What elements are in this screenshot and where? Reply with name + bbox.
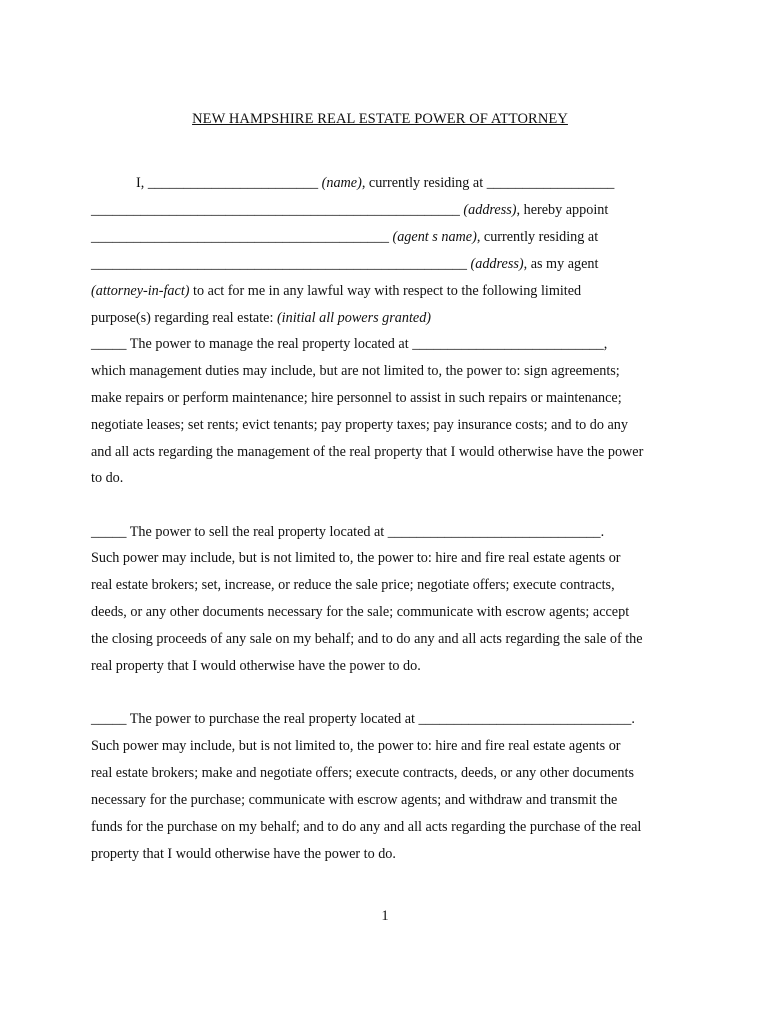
intro-line-2: ____________________________________________________ (address), hereby appoint [91, 202, 609, 218]
manage-line: negotiate leases; set rents; evict tenants; pay property taxes; pay insurance costs; and to do any [91, 417, 628, 433]
attorney-in-fact-hint: (attorney-in-fact) [91, 283, 190, 299]
manage-line: make repairs or perform maintenance; hire personnel to assist in such repairs or maintenance; [91, 390, 622, 406]
document-title: NEW HAMPSHIRE REAL ESTATE POWER OF ATTORNEY [192, 111, 568, 127]
sell-line: real estate brokers; set, increase, or reduce the sale price; negotiate offers; execute contracts, [91, 577, 615, 593]
purchase-line: Such power may include, but is not limited to, the power to: hire and fire real estate agents or [91, 738, 621, 754]
sell-line: Such power may include, but is not limited to, the power to: hire and fire real estate agents or [91, 550, 621, 566]
purchase-line: funds for the purchase on my behalf; and to do any and all acts regarding the purchase of the real [91, 819, 642, 835]
manage-line: to do. [91, 470, 124, 486]
page-number: 1 [381, 908, 389, 924]
agent-name-hint: (agent s name) [392, 229, 477, 245]
intro-line-3: __________________________________________ (agent s name), currently residing at [91, 229, 599, 245]
manage-line: which management duties may include, but are not limited to, the power to: sign agreements; [91, 363, 620, 379]
sell-line: real property that I would otherwise have the power to do. [91, 658, 421, 674]
address-hint: (address) [463, 202, 517, 218]
intro-line-6: purpose(s) regarding real estate: (initial all powers granted) [91, 310, 432, 326]
sell-line: the closing proceeds of any sale on my behalf; and to do any and all acts regarding the sale of the [91, 631, 643, 647]
purchase-line: property that I would otherwise have the power to do. [91, 846, 396, 862]
purchase-line: real estate brokers; make and negotiate offers; execute contracts, deeds, or any other documents [91, 765, 634, 781]
agent-address-hint: (address) [470, 256, 524, 272]
manage-line: _____ The power to manage the real property located at ___________________________, [91, 336, 608, 352]
initial-powers-hint: (initial all powers granted) [276, 310, 432, 326]
intro-line-4: _____________________________________________________ (address), as my agent [91, 256, 599, 272]
name-hint: (name) [321, 175, 362, 191]
manage-line: and all acts regarding the management of the real property that I would otherwise have the power [91, 444, 644, 460]
intro-line-5: (attorney-in-fact) to act for me in any lawful way with respect to the following limited [91, 283, 582, 299]
purchase-line: _____ The power to purchase the real property located at ______________________________. [91, 711, 635, 727]
sell-line: deeds, or any other documents necessary for the sale; communicate with escrow agents; accept [91, 604, 630, 620]
purchase-line: necessary for the purchase; communicate with escrow agents; and withdraw and transmit the [91, 792, 618, 808]
sell-line: _____ The power to sell the real property located at ______________________________. [91, 524, 605, 540]
intro-line-1: I, ________________________ (name), currently residing at __________________ [136, 175, 615, 191]
